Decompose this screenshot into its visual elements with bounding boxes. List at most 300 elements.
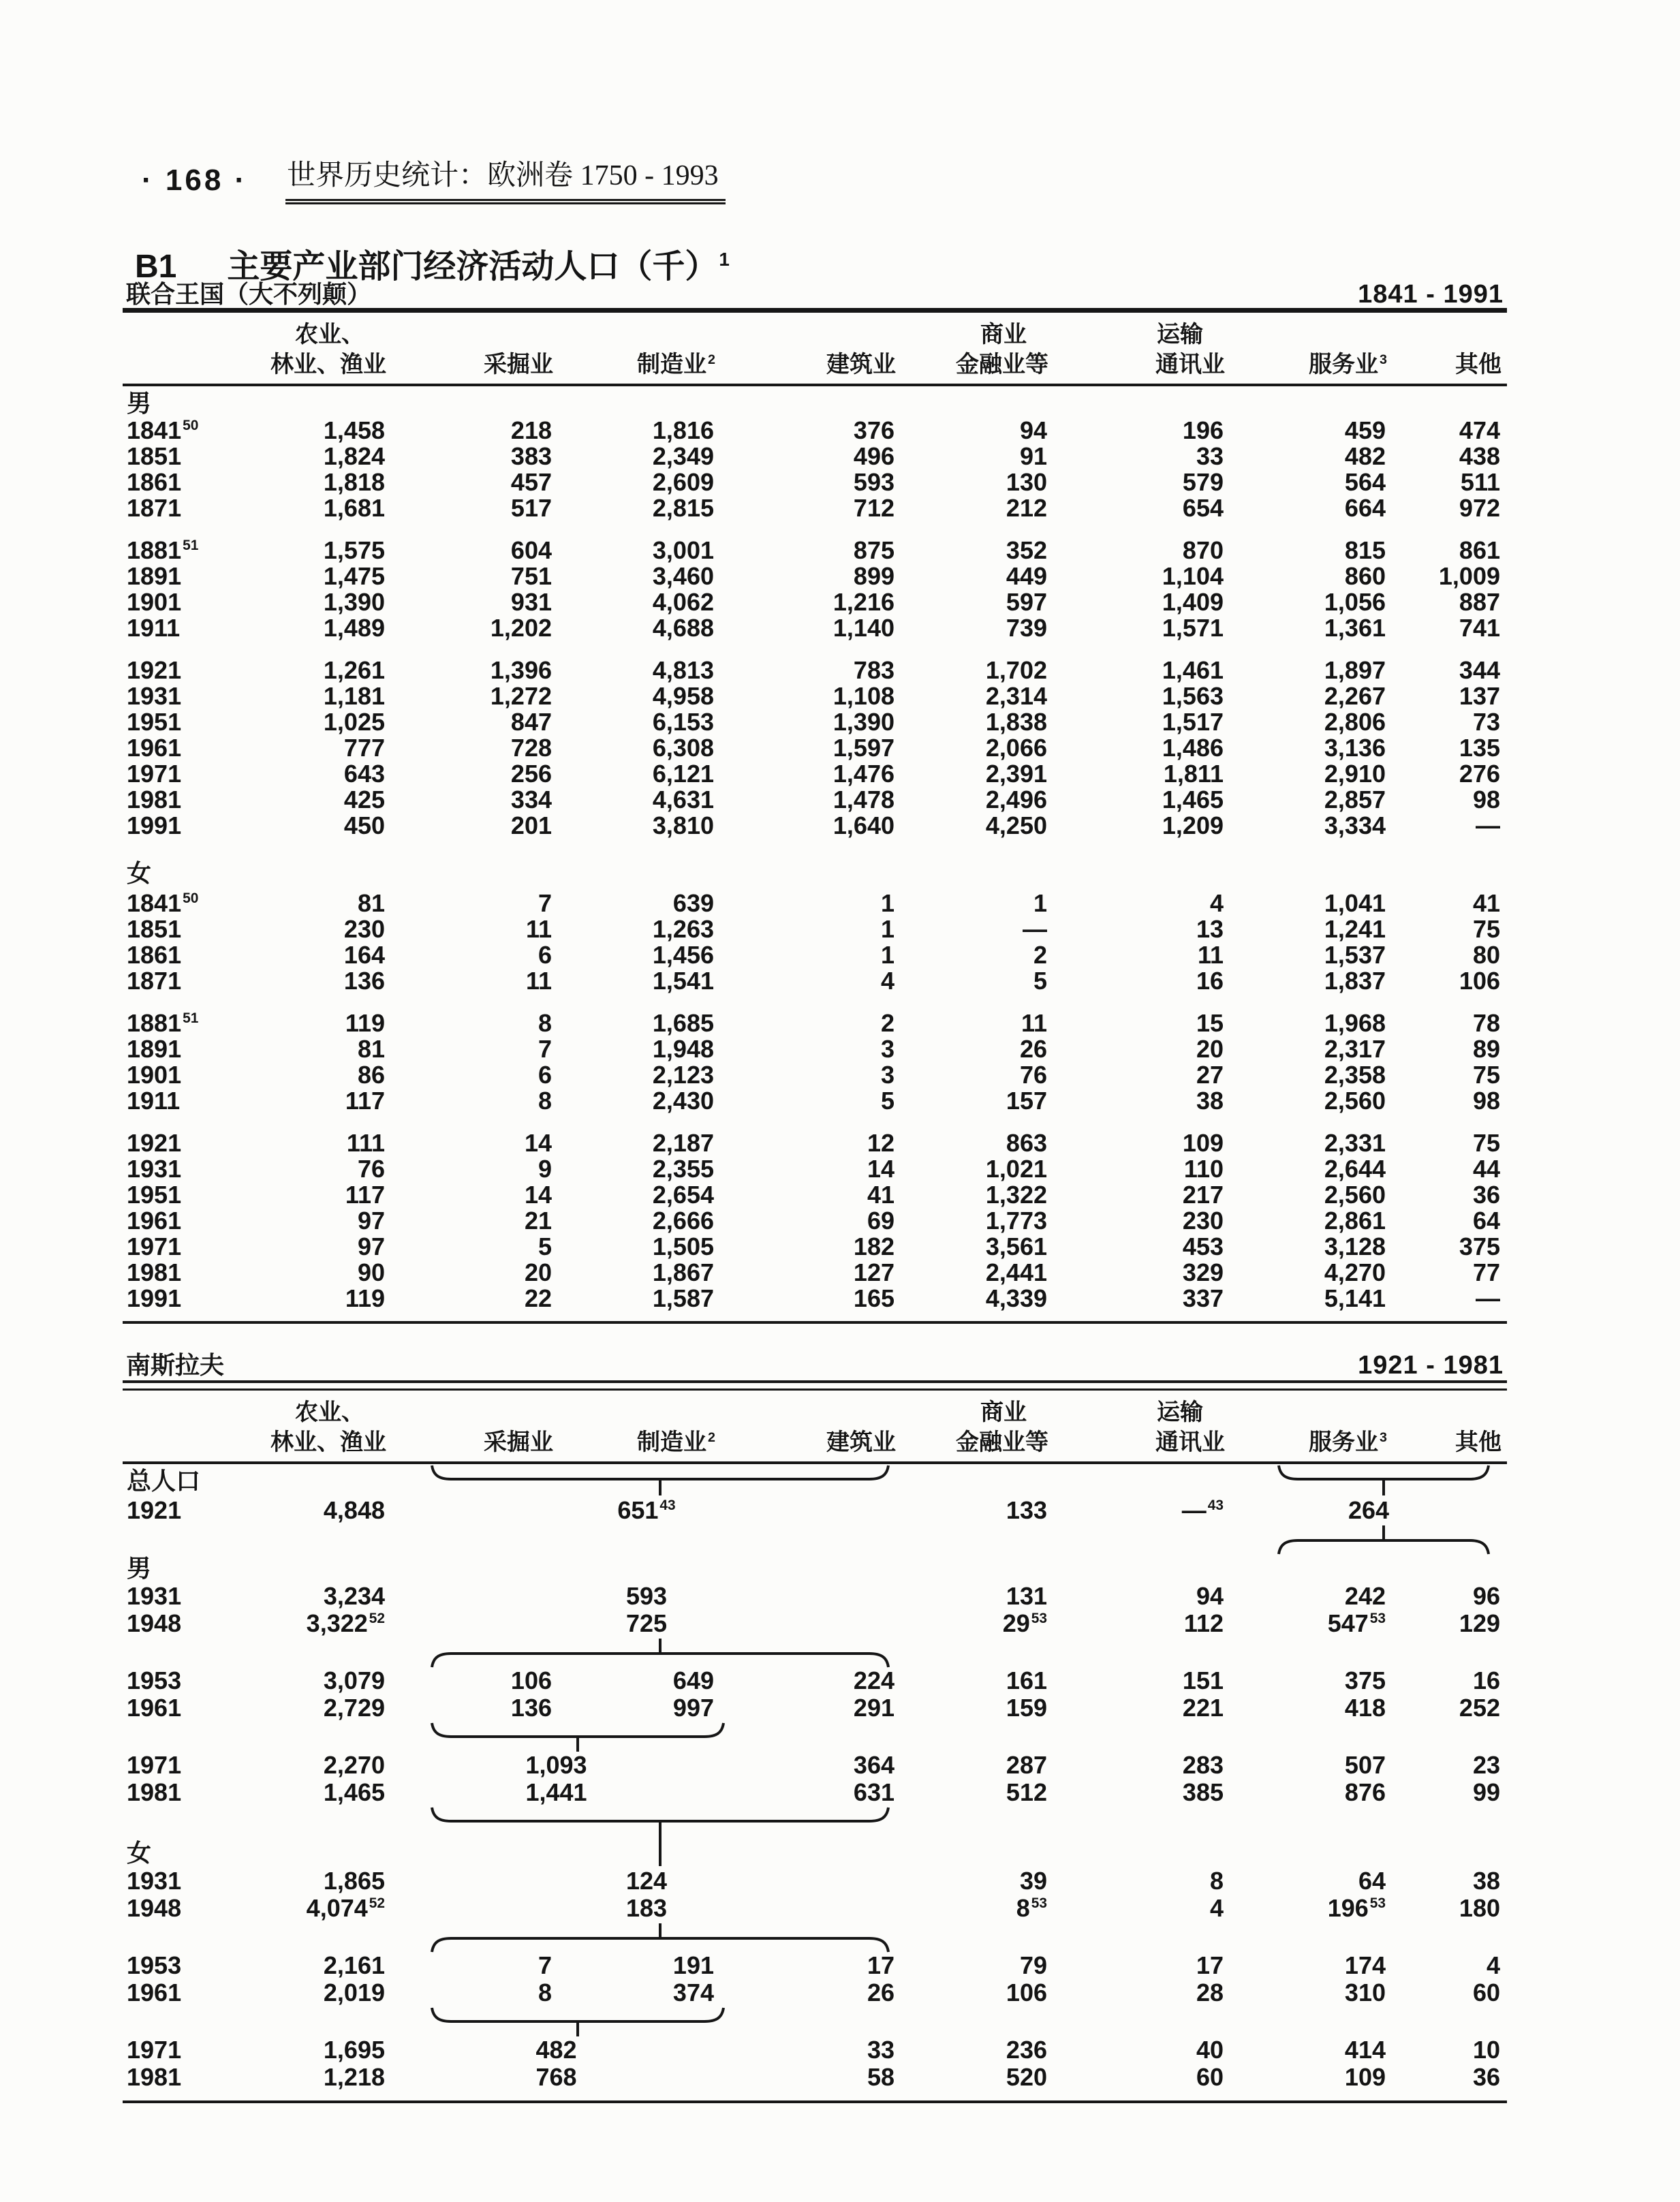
table-cell: 4,339 <box>985 1284 1047 1312</box>
table-row <box>123 538 1507 563</box>
table-cell: 11 <box>1197 941 1224 969</box>
yu-table-header <box>123 1391 1507 1461</box>
table-cell: 11 <box>525 915 552 943</box>
merge-brace-female-icon <box>428 1806 892 1869</box>
table-cell: 2,815 <box>652 494 714 522</box>
table-cell: 230 <box>1182 1207 1224 1235</box>
uk-male-section-label: 男 <box>127 389 152 417</box>
table-cell: 457 <box>510 468 552 496</box>
table-cell: — <box>1023 915 1047 943</box>
table-cell: $8^{53}$ <box>1016 1894 1047 1922</box>
row-year: 1901 <box>127 588 182 616</box>
table-cell: 450 <box>343 811 385 839</box>
table-cell: 1,476 <box>833 760 895 788</box>
table-row <box>123 1130 1507 1156</box>
table-cell: 1,181 <box>323 682 385 710</box>
uk-region-label: 联合王国（大不列颠） <box>126 280 372 308</box>
uk-female-group-2 <box>123 1010 1507 1114</box>
table-cell: 13 <box>1196 915 1224 943</box>
yu-caption-line <box>126 1346 1504 1381</box>
uk-caption-line <box>126 275 1504 310</box>
column-header: 采掘业 <box>484 1429 553 1455</box>
column-header: 通讯业 <box>1155 352 1225 377</box>
table-cell: 2,654 <box>652 1181 714 1209</box>
split-band-industry-female <box>123 1922 1507 1952</box>
table-cell: 252 <box>1459 1694 1500 1722</box>
table-cell: 482 <box>535 2036 577 2064</box>
table-cell: 130 <box>1006 468 1047 496</box>
table-cell: 564 <box>1344 468 1386 496</box>
table-cell: 1,478 <box>833 786 895 813</box>
uk-header-row-bottom <box>123 350 1507 379</box>
table-cell: 136 <box>343 967 385 995</box>
column-header: 通讯业 <box>1155 1429 1225 1455</box>
row-year: 1971 <box>127 1751 182 1779</box>
column-header <box>559 320 721 350</box>
table-cell: 76 <box>357 1155 385 1183</box>
table-cell: 7 <box>538 1035 552 1063</box>
table-cell: 242 <box>1344 1582 1386 1610</box>
table-cell: 2,644 <box>1324 1155 1386 1183</box>
table-cell: 287 <box>1006 1751 1047 1779</box>
table-cell: 1,025 <box>323 708 385 736</box>
table-cell: 2,019 <box>323 1979 385 2006</box>
table-cell: 7 <box>538 1951 552 1979</box>
row-year: 1981 <box>127 786 182 813</box>
table-cell: 91 <box>1019 442 1047 470</box>
table-cell: 1,695 <box>323 2036 385 2064</box>
table-id: B1 <box>135 249 177 285</box>
row-year: 1948 <box>127 1609 182 1637</box>
row-year: 1921 <box>127 1496 182 1524</box>
table-cell: 124 <box>625 1867 668 1895</box>
table-cell: 129 <box>1459 1609 1500 1637</box>
split-brace-services-icon <box>1275 1524 1493 1555</box>
table-cell: 385 <box>1182 1778 1224 1806</box>
table-cell: 631 <box>853 1778 895 1806</box>
table-cell: 2,355 <box>652 1155 714 1183</box>
table-cell: 230 <box>343 915 385 943</box>
table-cell: 2,560 <box>1324 1181 1386 1209</box>
uk-bottom-rule <box>123 1321 1507 1324</box>
table-cell: 337 <box>1182 1284 1224 1312</box>
table-row <box>123 615 1507 641</box>
uk-year-range: 1841 - 1991 <box>1358 280 1504 309</box>
table-cell: 1,597 <box>833 734 895 762</box>
table-cell: 64 <box>1472 1207 1500 1235</box>
table-cell: 3,128 <box>1324 1232 1386 1260</box>
table-cell: 414 <box>1344 2036 1386 2064</box>
table-cell: 4,250 <box>985 811 1047 839</box>
row-year: 1991 <box>127 811 182 839</box>
table-cell: 136 <box>510 1694 552 1722</box>
table-cell: 1,867 <box>652 1258 714 1286</box>
column-header <box>123 320 225 350</box>
table-cell: 2,358 <box>1324 1061 1386 1089</box>
table-cell: 739 <box>1006 614 1047 642</box>
table-cell: 1,571 <box>1162 614 1224 642</box>
table-cell: 94 <box>1196 1582 1224 1610</box>
table-cell: 26 <box>867 1979 895 2006</box>
merge-brace-services-icon <box>1275 1464 1493 1497</box>
table-cell: 1,216 <box>833 588 895 616</box>
table-cell: 41 <box>867 1181 895 1209</box>
table-row <box>123 813 1507 839</box>
row-year: 1951 <box>127 1181 182 1209</box>
table-cell: 1,681 <box>323 494 385 522</box>
table-cell: 276 <box>1459 760 1500 788</box>
table-cell: 7 <box>538 889 552 917</box>
table-cell: 96 <box>1472 1582 1500 1610</box>
table-row <box>123 1088 1507 1114</box>
table-row <box>123 1583 1507 1610</box>
column-header: 建筑业 <box>826 1429 896 1455</box>
table-cell: 17 <box>867 1951 895 1979</box>
table-cell: 459 <box>1344 416 1386 444</box>
table-cell: 1,575 <box>323 536 385 564</box>
uk-female-section-label: 女 <box>127 859 152 887</box>
table-cell: 16 <box>1196 967 1224 995</box>
table-cell: 164 <box>343 941 385 969</box>
column-header <box>1230 320 1393 350</box>
table-cell: 3,810 <box>652 811 714 839</box>
table-cell: 649 <box>672 1666 714 1694</box>
table-cell: 887 <box>1459 588 1500 616</box>
table-cell: 6,121 <box>652 760 714 788</box>
table-cell: 1,140 <box>833 614 895 642</box>
table-cell: 2 <box>880 1009 895 1037</box>
table-cell: 597 <box>1006 588 1047 616</box>
column-header: 商业 <box>980 1399 1027 1425</box>
table-cell: 69 <box>867 1207 895 1235</box>
table-cell: 161 <box>1006 1666 1047 1694</box>
table-cell: 1,818 <box>323 468 385 496</box>
uk-header-row-top <box>123 320 1507 350</box>
table-cell: 1,461 <box>1162 656 1224 684</box>
yu-region-label: 南斯拉夫 <box>126 1351 225 1379</box>
row-year: 1891 <box>127 1035 182 1063</box>
table-cell: 73 <box>1472 708 1500 736</box>
table-cell: 8 <box>1209 1867 1224 1895</box>
table-cell: 11 <box>1021 1009 1047 1037</box>
table-cell: 111 <box>346 1129 385 1157</box>
table-cell: 1,773 <box>985 1207 1047 1235</box>
table-row <box>123 1979 1507 2006</box>
table-cell: 283 <box>1182 1751 1224 1779</box>
table-cell: 1,640 <box>833 811 895 839</box>
table-cell: 3,334 <box>1324 811 1386 839</box>
table-cell: 329 <box>1182 1258 1224 1286</box>
table-cell: 41 <box>1472 889 1500 917</box>
table-cell: 23 <box>1472 1751 1500 1779</box>
table-cell: 1,108 <box>833 682 895 710</box>
table-cell: 11 <box>525 967 552 995</box>
table-cell: 1,322 <box>985 1181 1047 1209</box>
table-cell: 418 <box>1344 1694 1386 1722</box>
table-cell: 593 <box>625 1582 668 1610</box>
merge-brace-mining-icon <box>428 1722 728 1753</box>
row-year: 1861 <box>127 941 182 969</box>
table-cell: 1 <box>880 941 895 969</box>
table-cell: 2,910 <box>1324 760 1386 788</box>
table-cell: 2,496 <box>985 786 1047 813</box>
table-cell: 15 <box>1196 1009 1224 1037</box>
table-cell: 21 <box>524 1207 552 1235</box>
book-title: 世界历史统计：欧洲卷 1750 - 1993 <box>285 153 726 204</box>
column-header: 建筑业 <box>826 352 896 377</box>
table-row <box>123 1497 1507 1524</box>
table-row <box>123 1867 1507 1895</box>
yu-total-label: 总人口 <box>127 1467 201 1495</box>
table-cell: 33 <box>1196 442 1224 470</box>
split-band-services <box>123 1524 1507 1554</box>
table-cell: 212 <box>1006 494 1047 522</box>
row-year: 1921 <box>127 1129 182 1157</box>
table-row <box>123 657 1507 683</box>
table-cell: 2,187 <box>652 1129 714 1157</box>
row-year: 1861 <box>127 468 182 496</box>
table-cell: 157 <box>1006 1087 1047 1115</box>
uk-table-header <box>123 313 1507 384</box>
table-cell: 1 <box>1033 889 1047 917</box>
column-header: 运输 <box>1157 322 1203 347</box>
table-cell: 4,062 <box>652 588 714 616</box>
table-row <box>123 683 1507 709</box>
row-year: 1931 <box>127 1867 182 1895</box>
table-cell: 712 <box>853 494 895 522</box>
table-cell: 106 <box>1459 967 1500 995</box>
split-brace-industry-icon <box>428 1637 892 1669</box>
table-cell: 847 <box>510 708 552 736</box>
table-cell: 97 <box>357 1207 385 1235</box>
table-cell: 931 <box>510 588 552 616</box>
table-cell: 135 <box>1459 734 1500 762</box>
uk-table <box>123 308 1507 1324</box>
row-year: 1841$^{50}$ <box>127 416 199 444</box>
row-year: 1881$^{51}$ <box>127 1009 199 1037</box>
table-cell: 344 <box>1459 656 1500 684</box>
table-cell: 81 <box>357 889 385 917</box>
table-cell: 1,897 <box>1324 656 1386 684</box>
table-cell: 165 <box>853 1284 895 1312</box>
table-row <box>123 890 1507 916</box>
table-cell: 512 <box>1006 1778 1047 1806</box>
row-year: 1961 <box>127 1979 182 2006</box>
table-row <box>123 1260 1507 1286</box>
row-year: 1911 <box>127 1087 181 1115</box>
row-year: 1921 <box>127 656 182 684</box>
row-year: 1961 <box>127 1207 182 1235</box>
table-cell: 643 <box>343 760 385 788</box>
table-cell: 453 <box>1182 1232 1224 1260</box>
uk-male-group-3 <box>123 657 1507 839</box>
table-cell: 217 <box>1182 1181 1224 1209</box>
row-year: 1948 <box>127 1894 182 1922</box>
table-cell: 1 <box>880 889 895 917</box>
table-cell: 79 <box>1019 1951 1047 1979</box>
table-cell: 741 <box>1459 614 1500 642</box>
table-row <box>123 709 1507 735</box>
table-row <box>123 968 1507 994</box>
table-cell: 119 <box>345 1009 385 1037</box>
table-cell: 507 <box>1344 1751 1386 1779</box>
table-row <box>123 495 1507 521</box>
row-year: 1981 <box>127 1778 182 1806</box>
table-cell: 1,456 <box>652 941 714 969</box>
table-cell: 1 <box>880 915 895 943</box>
table-cell: 81 <box>357 1035 385 1063</box>
table-cell: 517 <box>510 494 552 522</box>
row-year: 1851 <box>127 442 182 470</box>
table-cell: 4,631 <box>652 786 714 813</box>
column-header <box>1393 320 1507 350</box>
table-cell: 376 <box>853 416 895 444</box>
table-row <box>123 1610 1507 1637</box>
table-cell: 4,074$^{52}$ <box>306 1894 385 1922</box>
table-cell: 1,948 <box>652 1035 714 1063</box>
table-cell: 4,813 <box>652 656 714 684</box>
table-cell: 151 <box>1182 1666 1224 1694</box>
table-row <box>123 1779 1507 1806</box>
table-cell: 264 <box>1348 1496 1390 1524</box>
table-cell: 425 <box>343 786 385 813</box>
column-header <box>559 1397 721 1427</box>
table-cell: 6,308 <box>652 734 714 762</box>
table-cell: 1,838 <box>985 708 1047 736</box>
table-cell: 36 <box>1472 2063 1500 2091</box>
table-cell: 1,865 <box>323 1867 385 1895</box>
table-cell: 1,517 <box>1162 708 1224 736</box>
table-cell: 728 <box>510 734 552 762</box>
table-cell: 5 <box>1033 967 1047 995</box>
table-cell: 16 <box>1472 1666 1500 1694</box>
table-cell: 3,460 <box>652 562 714 590</box>
row-year: 1951 <box>127 708 182 736</box>
table-cell: 117 <box>345 1181 385 1209</box>
table-cell: 3,001 <box>652 536 714 564</box>
table-cell: 1,104 <box>1162 562 1224 590</box>
uk-male-group-1 <box>123 418 1507 521</box>
table-cell: 604 <box>510 536 552 564</box>
table-row <box>123 1752 1507 1779</box>
column-header <box>721 320 901 350</box>
table-cell: — <box>1476 1284 1500 1312</box>
table-cell: 449 <box>1006 562 1047 590</box>
table-row <box>123 1062 1507 1088</box>
table-cell: 1,475 <box>323 562 385 590</box>
table-cell: 768 <box>535 2063 577 2091</box>
row-year: 1961 <box>127 1694 182 1722</box>
column-header <box>123 1397 225 1427</box>
table-cell: 291 <box>853 1694 895 1722</box>
table-cell: 1,837 <box>1324 967 1386 995</box>
table-cell: 44 <box>1472 1155 1500 1183</box>
row-year: 1971 <box>127 1232 182 1260</box>
table-cell: 183 <box>625 1894 668 1922</box>
table-cell: —$^{43}$ <box>1181 1496 1224 1524</box>
row-year: 1931 <box>127 682 182 710</box>
table-cell: 133 <box>1006 1496 1047 1524</box>
column-header <box>721 1397 901 1427</box>
table-cell: 191 <box>672 1951 714 1979</box>
table-cell: 375 <box>1344 1666 1386 1694</box>
column-header: 制造业 $^2$ <box>637 1429 715 1455</box>
yu-year-range: 1921 - 1981 <box>1358 1351 1504 1380</box>
table-cell: 1,968 <box>1324 1009 1386 1037</box>
table-cell: 579 <box>1182 468 1224 496</box>
table-cell: $29^{53}$ <box>1002 1609 1047 1637</box>
table-cell: 4 <box>1209 889 1224 917</box>
table-cell: 131 <box>1006 1582 1047 1610</box>
table-cell: 39 <box>1019 1867 1047 1895</box>
table-cell: $196^{53}$ <box>1327 1894 1386 1922</box>
table-cell: 224 <box>853 1666 895 1694</box>
table-cell: 110 <box>1183 1155 1224 1183</box>
table-row <box>123 444 1507 469</box>
table-cell: 12 <box>867 1129 895 1157</box>
row-year: 1881$^{51}$ <box>127 536 199 564</box>
table-cell: 3,561 <box>985 1232 1047 1260</box>
table-cell: 78 <box>1472 1009 1500 1037</box>
table-cell: 58 <box>867 2063 895 2091</box>
yu-total-rows <box>123 1497 1507 1524</box>
table-cell: 99 <box>1472 1778 1500 1806</box>
column-header: 采掘业 <box>484 352 553 377</box>
table-row <box>123 1208 1507 1234</box>
table-cell: 119 <box>345 1284 385 1312</box>
table-cell: 511 <box>1460 468 1500 496</box>
table-cell: $651^{43}$ <box>617 1496 676 1524</box>
column-header <box>1393 1397 1507 1427</box>
row-year: 1981 <box>127 1258 182 1286</box>
row-year: 1931 <box>127 1582 182 1610</box>
yugoslavia-table <box>123 1380 1507 2103</box>
table-cell: 64 <box>1358 1867 1386 1895</box>
table-cell: 2,609 <box>652 468 714 496</box>
table-cell: 374 <box>672 1979 714 2006</box>
table-cell: 1,361 <box>1324 614 1386 642</box>
table-cell: 6,153 <box>652 708 714 736</box>
table-cell: 496 <box>853 442 895 470</box>
table-cell: 3,136 <box>1324 734 1386 762</box>
table-cell: 1,685 <box>652 1009 714 1037</box>
table-cell: 1,465 <box>323 1778 385 1806</box>
table-cell: 4 <box>1209 1894 1224 1922</box>
row-year: 1991 <box>127 1284 182 1312</box>
table-cell: 777 <box>343 734 385 762</box>
table-cell: 1,209 <box>1162 811 1224 839</box>
table-cell: 1,489 <box>323 614 385 642</box>
table-cell: 375 <box>1459 1232 1500 1260</box>
table-cell: 109 <box>1344 2063 1386 2091</box>
table-row <box>123 1036 1507 1062</box>
row-year: 1871 <box>127 967 182 995</box>
split-brace-industry-female-icon <box>428 1922 892 1953</box>
row-year: 1931 <box>127 1155 182 1183</box>
yu-female-rows-split <box>123 1952 1507 2006</box>
merge-brace-industry-icon <box>428 1464 892 1497</box>
table-cell: 899 <box>853 562 895 590</box>
column-header: 林业、渔业 <box>270 352 386 377</box>
table-cell: 14 <box>867 1155 895 1183</box>
table-cell: 127 <box>853 1258 895 1286</box>
table-cell: 26 <box>1019 1035 1047 1063</box>
split-band-industry <box>123 1637 1507 1667</box>
table-cell: 1,202 <box>490 614 552 642</box>
table-row <box>123 916 1507 942</box>
table-cell: 38 <box>1196 1087 1224 1115</box>
table-cell: 20 <box>524 1258 552 1286</box>
